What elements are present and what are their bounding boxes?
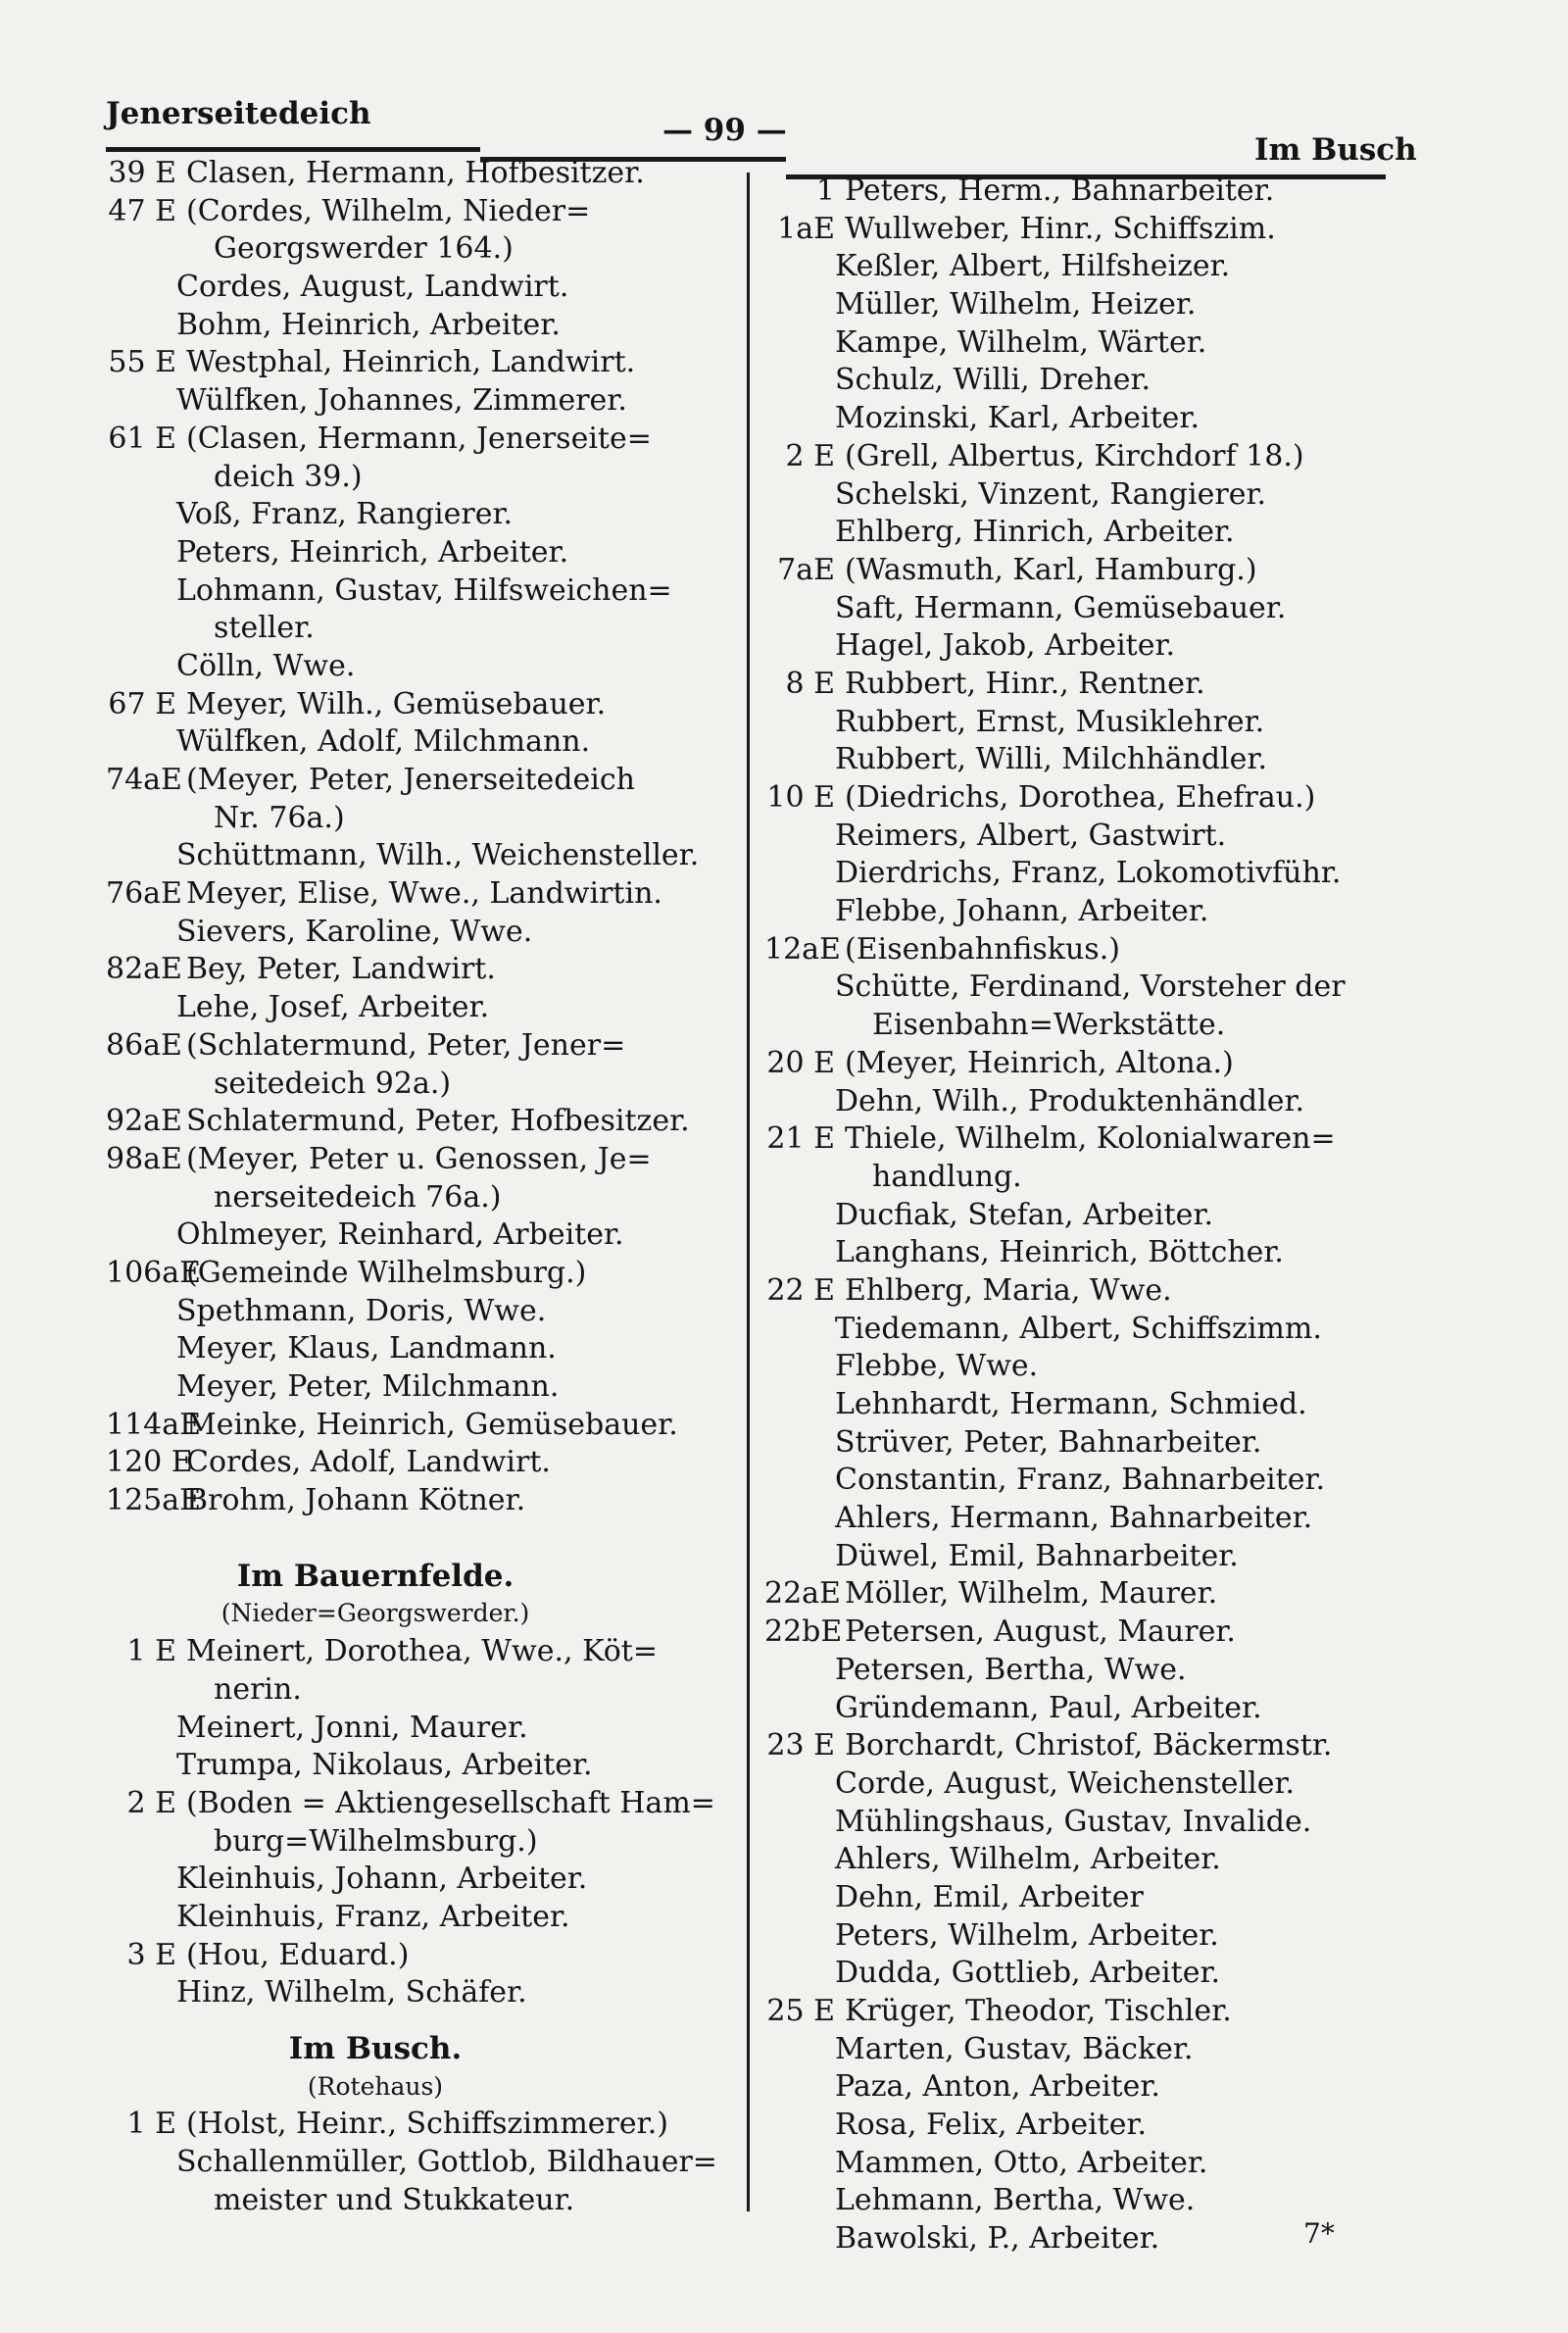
entry-continuation: Georgswerder 164.) (214, 231, 514, 267)
house-number: 39 E (108, 156, 176, 190)
resident-entry: Gründemann, Paul, Arbeiter. (835, 1690, 1262, 1725)
house-number: 20 E (766, 1045, 835, 1080)
resident-name: Ehlberg, Maria, Wwe. (845, 1272, 1172, 1308)
entry-continuation: deich 39.) (214, 459, 363, 494)
house-number: 12aE (764, 931, 841, 967)
house-entry (106, 1444, 723, 1482)
resident-entry: Mühlingshaus, Gustav, Invalide. (835, 1804, 1312, 1839)
house-number: 74aE (106, 763, 182, 797)
house-entry (106, 1103, 723, 1141)
entry-continuation: nerseitedeich 76a.) (214, 1179, 502, 1215)
house-entry (764, 1045, 1392, 1083)
house-entry (106, 1785, 723, 1823)
resident-name: Wullweber, Hinr., Schiffszim. (845, 211, 1276, 246)
house-number: 114aE (106, 1407, 202, 1442)
house-entry (764, 666, 1392, 704)
house-entry (764, 438, 1392, 476)
resident-name: (Holst, Heinr., Schiffszimmerer.) (186, 2107, 668, 2142)
house-entry (106, 875, 723, 914)
resident-entry: Bohm, Heinrich, Arbeiter. (176, 307, 561, 342)
resident-entry: Dierdrichs, Franz, Lokomotivführ. (835, 856, 1342, 891)
house-entry (106, 1027, 723, 1066)
resident-entry: Düwel, Emil, Bahnarbeiter. (835, 1538, 1239, 1573)
header-rule-left (106, 147, 480, 152)
resident-name: Meyer, Wilh., Gemüsebauer. (186, 686, 607, 721)
right-column (764, 173, 1392, 2259)
house-number: 22bE (764, 1614, 843, 1650)
resident-name: Petersen, August, Maurer. (845, 1614, 1236, 1650)
resident-entry: Voß, Franz, Rangierer. (176, 497, 514, 532)
resident-entry: Dehn, Wilh., Produktenhändler. (835, 1083, 1305, 1118)
house-number: 23 E (766, 1728, 835, 1763)
resident-entry: Rosa, Felix, Arbeiter. (835, 2108, 1148, 2143)
resident-entry: Flebbe, Johann, Arbeiter. (835, 894, 1209, 929)
resident-entry: Cölln, Wwe. (176, 648, 356, 683)
resident-name: Meinke, Heinrich, Gemüsebauer. (186, 1407, 678, 1442)
resident-entry: Keßler, Albert, Hilfsheizer. (835, 249, 1231, 284)
house-number: 98aE (106, 1141, 182, 1176)
resident-entry: Lehmann, Bertha, Wwe. (835, 2183, 1196, 2218)
resident-entry: Ehlberg, Hinrich, Arbeiter. (835, 515, 1235, 550)
house-entry (764, 1120, 1392, 1159)
house-number: 92aE (106, 1104, 182, 1139)
resident-entry: Müller, Wilhelm, Heizer. (835, 287, 1197, 323)
house-number: 1 E (126, 2107, 176, 2142)
resident-entry: Paza, Anton, Arbeiter. (835, 2069, 1160, 2105)
resident-name: (Boden = Aktiengesellschaft Ham= (186, 1785, 715, 1820)
house-entry (764, 1613, 1392, 1652)
house-entry (764, 931, 1392, 969)
entry-continuation: seitedeich 92a.) (214, 1066, 452, 1101)
house-number: 22 E (766, 1272, 835, 1308)
entry-continuation: burg=Wilhelmsburg.) (214, 1823, 538, 1859)
resident-entry: Lehe, Josef, Arbeiter. (176, 990, 490, 1025)
signature-mark: 7* (1303, 2217, 1335, 2250)
house-entry (106, 344, 723, 382)
house-number: 86aE (106, 1027, 182, 1063)
resident-name: Thiele, Wilhelm, Kolonialwaren= (845, 1121, 1336, 1157)
running-head-left: Jenerseitedeich (106, 96, 371, 131)
house-number: 10 E (766, 780, 835, 815)
resident-entry: Dudda, Gottlieb, Arbeiter. (835, 1956, 1221, 1991)
resident-entry: Schütte, Ferdinand, Vorsteher der (835, 969, 1346, 1005)
house-number: 120 E (106, 1445, 193, 1480)
resident-name: (Wasmuth, Karl, Hamburg.) (845, 552, 1257, 587)
resident-name: (Gemeinde Wilhelmsburg.) (186, 1255, 587, 1290)
resident-name: (Meyer, Peter, Jenerseitedeich (186, 763, 635, 797)
house-entry (106, 1407, 723, 1445)
resident-entry: Mammen, Otto, Arbeiter. (835, 2145, 1208, 2180)
resident-entry: Kleinhuis, Johann, Arbeiter. (176, 1861, 588, 1897)
resident-entry: Ahlers, Wilhelm, Arbeiter. (835, 1842, 1221, 1877)
entry-continuation: nerin. (214, 1671, 302, 1707)
house-number: 125aE (106, 1483, 202, 1518)
house-number: 55 E (108, 345, 176, 380)
resident-entry: Wülfken, Adolf, Milchmann. (176, 724, 591, 760)
section-spacer (106, 1520, 723, 1558)
house-entry (106, 686, 723, 724)
house-entry (106, 2106, 723, 2144)
house-entry (106, 193, 723, 231)
resident-name: Möller, Wilhelm, Maurer. (845, 1576, 1218, 1612)
resident-entry: Ohlmeyer, Reinhard, Arbeiter. (176, 1217, 624, 1253)
resident-name: (Diedrichs, Dorothea, Ehefrau.) (845, 780, 1316, 815)
resident-entry: Strüver, Peter, Bahnarbeiter. (835, 1424, 1262, 1460)
resident-entry: Lehnhardt, Hermann, Schmied. (835, 1387, 1307, 1421)
resident-entry: Meinert, Jonni, Maurer. (176, 1710, 528, 1745)
resident-entry: Bawolski, P., Arbeiter. (835, 2221, 1160, 2257)
resident-name: Krüger, Theodor, Tischler. (845, 1994, 1232, 2028)
resident-entry: Schulz, Willi, Dreher. (835, 363, 1152, 398)
resident-name: Cordes, Adolf, Landwirt. (186, 1445, 551, 1480)
street-subheading: (Nieder=Georgswerder.) (220, 1599, 530, 1628)
resident-entry: Peters, Wilhelm, Arbeiter. (835, 1917, 1219, 1953)
resident-entry: Ahlers, Hermann, Bahnarbeiter. (835, 1501, 1313, 1536)
resident-entry: Marten, Gustav, Bäcker. (835, 2031, 1194, 2066)
house-entry (764, 1575, 1392, 1613)
resident-entry: Sievers, Karoline, Wwe. (176, 914, 533, 949)
house-number: 25 E (766, 1994, 835, 2028)
entry-continuation: Nr. 76a.) (214, 800, 345, 835)
resident-name: Bey, Peter, Landwirt. (186, 952, 496, 987)
resident-name: (Hou, Eduard.) (186, 1937, 410, 1972)
resident-name: Rubbert, Hinr., Rentner. (845, 666, 1205, 701)
resident-entry: Schelski, Vinzent, Rangierer. (835, 476, 1267, 512)
resident-name: Brohm, Johann Kötner. (186, 1483, 526, 1518)
resident-name: (Meyer, Peter u. Genossen, Je= (186, 1141, 652, 1176)
house-entry (106, 1141, 723, 1179)
resident-name: Clasen, Hermann, Hofbesitzer. (186, 156, 645, 190)
resident-entry: Ducfiak, Stefan, Arbeiter. (835, 1197, 1214, 1232)
resident-entry: Peters, Heinrich, Arbeiter. (176, 534, 569, 570)
house-number: 82aE (106, 952, 182, 987)
resident-name: (Schlatermund, Peter, Jener= (186, 1027, 626, 1063)
entry-continuation: Eisenbahn=Werkstätte. (872, 1008, 1226, 1043)
house-entry (106, 1255, 723, 1293)
resident-name: (Eisenbahnfiskus.) (845, 931, 1120, 967)
resident-entry: Meyer, Peter, Milchmann. (176, 1369, 560, 1404)
page-number: — 99 — (662, 113, 787, 148)
house-number: 22aE (764, 1576, 841, 1612)
house-entry (764, 552, 1392, 590)
resident-entry: Lohmann, Gustav, Hilfsweichen= (176, 572, 672, 608)
house-number: 47 E (108, 193, 176, 228)
house-number: 2 E (126, 1785, 176, 1820)
resident-entry: Wülfken, Johannes, Zimmerer. (176, 383, 627, 419)
resident-entry: Cordes, August, Landwirt. (176, 270, 569, 305)
resident-entry: Spethmann, Doris, Wwe. (176, 1293, 547, 1328)
house-number: 3 E (126, 1937, 176, 1972)
house-number: 2 E (785, 438, 835, 473)
street-heading: Im Busch. (288, 2031, 463, 2066)
house-number: 61 E (108, 421, 176, 456)
entry-continuation: steller. (214, 611, 315, 646)
house-entry (764, 211, 1392, 249)
resident-name: (Meyer, Heinrich, Altona.) (845, 1045, 1234, 1080)
resident-entry: Tiedemann, Albert, Schiffszimm. (835, 1311, 1322, 1346)
house-number: 21 E (766, 1121, 835, 1157)
resident-entry: Trumpa, Nikolaus, Arbeiter. (176, 1748, 593, 1783)
house-number: 8 E (785, 666, 835, 701)
resident-entry: Rubbert, Ernst, Musiklehrer. (835, 704, 1265, 739)
house-entry (106, 421, 723, 459)
resident-entry: Rubbert, Willi, Milchhändler. (835, 742, 1267, 777)
resident-entry: Flebbe, Wwe. (835, 1349, 1039, 1384)
house-number: 76aE (106, 876, 182, 912)
house-number: 67 E (108, 686, 176, 721)
house-entry (764, 1272, 1392, 1311)
house-entry (764, 1993, 1392, 2031)
resident-entry: Saft, Hermann, Gemüsebauer. (835, 590, 1287, 625)
house-entry (106, 951, 723, 989)
resident-name: (Cordes, Wilhelm, Nieder= (186, 193, 591, 228)
resident-entry: Constantin, Franz, Bahnarbeiter. (835, 1463, 1326, 1498)
running-head-right: Im Busch (1254, 132, 1417, 168)
left-column (106, 155, 723, 2219)
resident-entry: Schüttmann, Wilh., Weichensteller. (176, 838, 700, 873)
resident-entry: Langhans, Heinrich, Böttcher. (835, 1235, 1284, 1270)
resident-entry: Hinz, Wilhelm, Schäfer. (176, 1975, 527, 2010)
house-number: 1 E (126, 1634, 176, 1669)
house-entry (106, 155, 723, 193)
resident-entry: Reimers, Albert, Gastwirt. (835, 818, 1227, 853)
resident-entry: Dehn, Emil, Arbeiter (835, 1879, 1144, 1914)
entry-continuation: meister und Stukkateur. (214, 2182, 575, 2217)
house-entry (764, 173, 1392, 211)
resident-name: (Grell, Albertus, Kirchdorf 18.) (845, 438, 1304, 473)
resident-name: Westphal, Heinrich, Landwirt. (186, 345, 636, 380)
house-entry (764, 1727, 1392, 1765)
house-number: 1aE (777, 211, 835, 246)
house-number: 106aE (106, 1255, 202, 1290)
section-spacer (106, 2012, 723, 2030)
resident-name: Meinert, Dorothea, Wwe., Köt= (186, 1634, 658, 1669)
street-heading: Im Bauernfelde. (236, 1558, 514, 1594)
resident-entry: Schallenmüller, Gottlob, Bildhauer= (176, 2145, 717, 2180)
resident-entry: Corde, August, Weichensteller. (835, 1765, 1296, 1801)
resident-entry: Kampe, Wilhelm, Wärter. (835, 324, 1207, 360)
house-entry (106, 1633, 723, 1671)
column-divider (747, 173, 750, 2211)
resident-name: Borchardt, Christof, Bäckermstr. (845, 1728, 1333, 1763)
house-entry (764, 779, 1392, 818)
resident-entry: Mozinski, Karl, Arbeiter. (835, 401, 1200, 436)
resident-name: (Clasen, Hermann, Jenerseite= (186, 421, 652, 456)
house-entry (106, 762, 723, 800)
resident-entry: Petersen, Bertha, Wwe. (835, 1652, 1187, 1687)
house-entry (106, 1937, 723, 1975)
resident-entry: Meyer, Klaus, Landmann. (176, 1331, 557, 1366)
house-number: 1 (815, 174, 835, 208)
resident-name: Peters, Herm., Bahnarbeiter. (845, 174, 1275, 208)
resident-name: Schlatermund, Peter, Hofbesitzer. (186, 1104, 690, 1139)
resident-name: Meyer, Elise, Wwe., Landwirtin. (186, 876, 662, 912)
entry-continuation: handlung. (872, 1159, 1022, 1194)
street-subheading: (Rotehaus) (307, 2071, 444, 2101)
house-entry (106, 1482, 723, 1520)
resident-entry: Hagel, Jakob, Arbeiter. (835, 628, 1176, 664)
resident-entry: Kleinhuis, Franz, Arbeiter. (176, 1899, 570, 1934)
house-number: 7aE (777, 552, 835, 587)
